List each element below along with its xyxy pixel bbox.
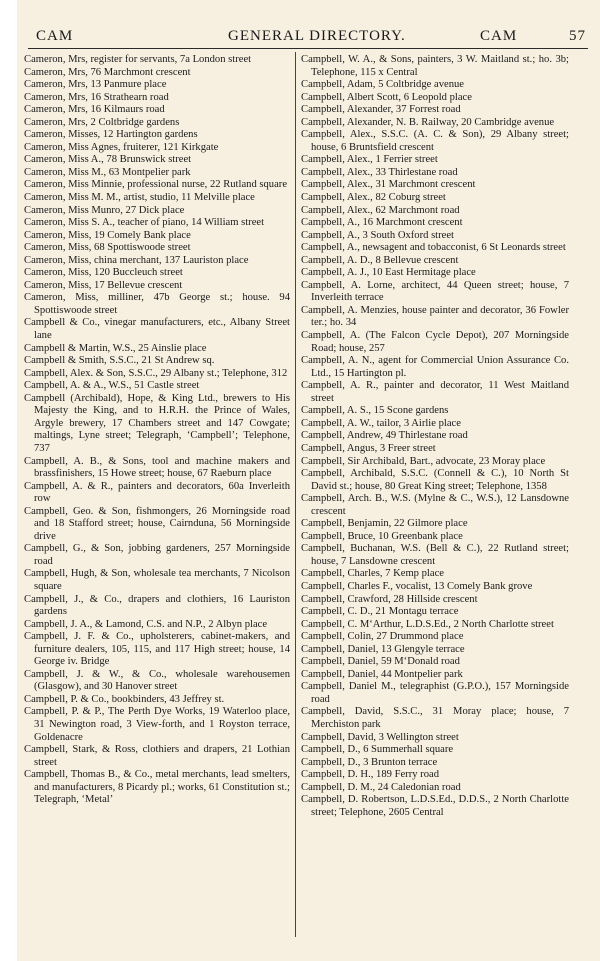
right-column — [301, 54, 569, 819]
directory-entry: Campbell, Sir Archibald, Bart., advocate, 23 Moray place — [301, 455, 546, 467]
directory-entry: Campbell, A. S., 15 Scone gardens — [301, 405, 449, 417]
running-header — [28, 26, 588, 49]
directory-entry: Campbell, Alex., 33 Thirlestane road — [301, 166, 458, 178]
directory-entry: Campbell, Daniel, 44 Montpelier park — [301, 668, 463, 680]
directory-entry: Campbell, G., & Son, jobbing gardeners, 257 Morningside road — [24, 543, 290, 567]
directory-entry: Campbell, D., 3 Brunton terrace — [301, 756, 438, 768]
directory-entry: Cameron, Miss M. M., artist, studio, 11 Melville place — [24, 192, 255, 204]
directory-entry: Campbell, Adam, 5 Coltbridge avenue — [301, 79, 464, 91]
column-divider — [295, 52, 296, 937]
directory-entry: Campbell (Archibald), Hope, & King Ltd., brewers to His Majesty the King, and to H.R.H. the Prince of Wales, Argyle brewery, 17 Chambers street and 147 Cowgate; maltings, Lyne street; Telegraph, ‘Campbell’; Telephone, 737 — [24, 392, 290, 454]
directory-entry: Cameron, Mrs, 76 Marchmont crescent — [24, 66, 191, 78]
directory-entry: Campbell, Charles, 7 Kemp place — [301, 568, 444, 580]
directory-entry: Cameron, Miss, 68 Spottiswoode street — [24, 242, 191, 254]
directory-entry: Cameron, Mrs, 13 Panmure place — [24, 79, 167, 91]
directory-entry: Campbell, A. R., painter and decorator, 11 West Maitland street — [301, 380, 569, 404]
directory-entry: Campbell, Colin, 27 Drummond place — [301, 631, 464, 643]
directory-entry: Campbell, Daniel, 13 Glengyle terrace — [301, 643, 465, 655]
directory-entry: Campbell, Crawford, 28 Hillside crescent — [301, 593, 478, 605]
directory-entry: Campbell, David, 3 Wellington street — [301, 731, 459, 743]
directory-entry: Campbell, A., 3 South Oxford street — [301, 229, 455, 241]
directory-entry: Campbell, D. H., 189 Ferry road — [301, 769, 439, 781]
directory-entry: Campbell, A., 16 Marchmont crescent — [301, 217, 463, 229]
directory-entry: Campbell, David, S.S.C., 31 Moray place; house, 7 Merchiston park — [301, 706, 569, 730]
directory-entry: Campbell, P. & Co., bookbinders, 43 Jeffrey st. — [24, 693, 225, 705]
directory-entry: Campbell, A., newsagent and tobacconist, 6 St Leonards street — [301, 242, 566, 254]
header-title: GENERAL DIRECTORY. — [228, 28, 406, 44]
directory-entry: Cameron, Miss Agnes, fruiterer, 121 Kirkgate — [24, 141, 219, 153]
directory-entry: Campbell, A. N., agent for Commercial Union Assurance Co. Ltd., 15 Hartington pl. — [301, 355, 569, 379]
directory-entry: Campbell, W. A., & Sons, painters, 3 W. Maitland st.; ho. 3b; Telephone, 115 x Central — [301, 54, 569, 78]
directory-entry: Campbell, A. J., 10 East Hermitage place — [301, 267, 476, 279]
directory-entry: Cameron, Mrs, 16 Kilmaurs road — [24, 104, 165, 116]
directory-entry: Campbell, P. & P., The Perth Dye Works, 19 Waterloo place, 31 Newington road, 3 View-forth, and 1 Royston terrace, Goldenacre — [24, 706, 290, 743]
directory-entry: Campbell, A. Menzies, house painter and decorator, 36 Fowler ter.; ho. 34 — [301, 304, 569, 329]
directory-entry: Campbell, C. D., 21 Montagu terrace — [301, 606, 459, 618]
directory-entry: Campbell, D. M., 24 Caledonian road — [301, 781, 461, 793]
directory-entry: Cameron, Miss A., 78 Brunswick street — [24, 154, 192, 166]
directory-entry: Cameron, Mrs, register for servants, 7a London street — [24, 54, 252, 65]
directory-entry: Campbell, Alexander, N. B. Railway, 20 Cambridge avenue — [301, 116, 555, 128]
directory-entry: Campbell, A. B., & Sons, tool and machine makers and brassfinishers, 15 Howe street; house, 67 Raeburn place — [24, 455, 290, 480]
directory-entry: Campbell, Bruce, 10 Greenbank place — [301, 530, 463, 542]
directory-entry: Campbell, Geo. & Son, fishmongers, 26 Morningside road and 18 Stafford street; house, Cairnduna, 56 Morningside drive — [24, 505, 290, 542]
directory-entry: Campbell, J. A., & Lamond, C.S. and N.P., 2 Albyn place — [24, 618, 268, 630]
directory-entry: Cameron, Miss, 17 Bellevue crescent — [24, 279, 183, 291]
directory-entry: Cameron, Miss Minnie, professional nurse, 22 Rutland square — [24, 179, 288, 191]
directory-entry: Campbell, D. Robertson, L.D.S.Ed., D.D.S., 2 North Charlotte street; Telephone, 2605 Central — [301, 794, 569, 818]
directory-entry: Campbell, Alex., 62 Marchmont road — [301, 204, 460, 216]
directory-entry: Cameron, Misses, 12 Hartington gardens — [24, 129, 198, 141]
directory-entry: Campbell, D., 6 Summerhall square — [301, 744, 454, 756]
directory-entry: Campbell, A. W., tailor, 3 Airlie place — [301, 417, 461, 429]
directory-entry: Campbell, C. M‘Arthur, L.D.S.Ed., 2 North Charlotte street — [301, 618, 554, 630]
directory-entry: Campbell, Alex., 31 Marchmont crescent — [301, 179, 476, 191]
directory-entry: Campbell, Angus, 3 Freer street — [301, 442, 436, 454]
directory-entry: Cameron, Miss, milliner, 47b George st.; house. 94 Spottiswoode street — [24, 292, 290, 316]
directory-entry: Campbell, J. & W., & Co., wholesale warehousemen (Glasgow), and 30 Hanover street — [24, 668, 290, 693]
directory-entry: Campbell, Alex., 82 Coburg street — [301, 192, 446, 204]
directory-entry: Campbell, Archibald, S.S.C. (Connell & C.), 10 North St David st.; house, 80 Great King street; Telephone, 1358 — [301, 468, 569, 492]
directory-entry: Campbell & Co., vinegar manufacturers, etc., Albany Street lane — [24, 317, 290, 342]
directory-entry: Cameron, Miss, 120 Buccleuch street — [24, 267, 183, 279]
directory-entry: Campbell, A. D., 8 Bellevue crescent — [301, 254, 459, 266]
directory-entry: Campbell, J., & Co., drapers and clothiers, 16 Lauriston gardens — [24, 593, 290, 618]
directory-entry: Campbell, Daniel, 59 M‘Donald road — [301, 656, 460, 668]
header-right-guide-word: CAM — [480, 28, 518, 44]
directory-entry: Campbell, Hugh, & Son, wholesale tea merchants, 7 Nicolson square — [24, 568, 290, 592]
directory-entry: Campbell, Alex., 1 Ferrier street — [301, 154, 438, 166]
directory-entry: Cameron, Miss, 19 Comely Bank place — [24, 229, 191, 241]
directory-entry: Campbell, Buchanan, W.S. (Bell & C.), 22 Rutland street; house, 7 Lansdowne crescent — [301, 543, 569, 567]
directory-entry: Campbell, J. F. & Co., upholsterers, cabinet-makers, and furniture dealers, 105, 115, and 117 High street; house, 14 George iv. Bridge — [24, 631, 290, 668]
directory-entry: Campbell, A. (The Falcon Cycle Depot), 207 Morningside Road; house, 257 — [301, 330, 569, 354]
directory-entry: Campbell, Alexander, 37 Forrest road — [301, 104, 461, 116]
directory-entry: Campbell & Smith, S.S.C., 21 St Andrew sq. — [24, 355, 215, 367]
directory-entry: Campbell, Albert Scott, 6 Leopold place — [301, 91, 472, 103]
directory-entry: Cameron, Mrs, 16 Strathearn road — [24, 91, 169, 103]
directory-entry: Campbell & Martin, W.S., 25 Ainslie place — [24, 342, 207, 354]
directory-entry: Campbell, A. & R., painters and decorators, 60a Inverleith row — [24, 480, 290, 505]
directory-entry: Campbell, Charles F., vocalist, 13 Comely Bank grove — [301, 580, 533, 592]
directory-entry: Campbell, A. Lorne, architect, 44 Queen street; house, 7 Inverleith terrace — [301, 279, 569, 304]
directory-entry: Campbell, Stark, & Ross, clothiers and drapers, 21 Lothian street — [24, 744, 290, 768]
directory-entry: Cameron, Miss M., 63 Montpelier park — [24, 166, 191, 178]
directory-entry: Campbell, A. & A., W.S., 51 Castle street — [24, 380, 200, 392]
directory-entry: Campbell, Andrew, 49 Thirlestane road — [301, 430, 468, 442]
directory-entry: Campbell, Arch. B., W.S. (Mylne & C., W.S.), 12 Lansdowne crescent — [301, 493, 569, 517]
directory-entry: Campbell, Benjamin, 22 Gilmore place — [301, 518, 468, 530]
header-left-guide-word: CAM — [36, 28, 74, 44]
directory-entry: Cameron, Mrs, 2 Coltbridge gardens — [24, 116, 180, 128]
page-number: 57 — [569, 28, 586, 44]
directory-entry: Campbell, Alex. & Son, S.S.C., 29 Albany st.; Telephone, 312 — [24, 367, 288, 379]
directory-entry: Cameron, Miss Munro, 27 Dick place — [24, 204, 185, 216]
left-column — [24, 54, 290, 807]
directory-entry: Cameron, Miss, china merchant, 137 Lauriston place — [24, 254, 249, 266]
directory-entry: Campbell, Alex., S.S.C. (A. C. & Son), 29 Albany street; house, 6 Bruntsfield crescent — [301, 129, 569, 153]
page-margin — [0, 0, 17, 961]
directory-entry: Campbell, Daniel M., telegraphist (G.P.O.), 157 Morningside road — [301, 681, 569, 705]
directory-entry: Campbell, Thomas B., & Co., metal merchants, lead smelters, and manufacturers, 8 Picardy pl.; works, 61 Constitution st.; Telegraph, ‘Metal’ — [24, 769, 290, 806]
directory-entry: Cameron, Miss S. A., teacher of piano, 14 William street — [24, 217, 265, 229]
